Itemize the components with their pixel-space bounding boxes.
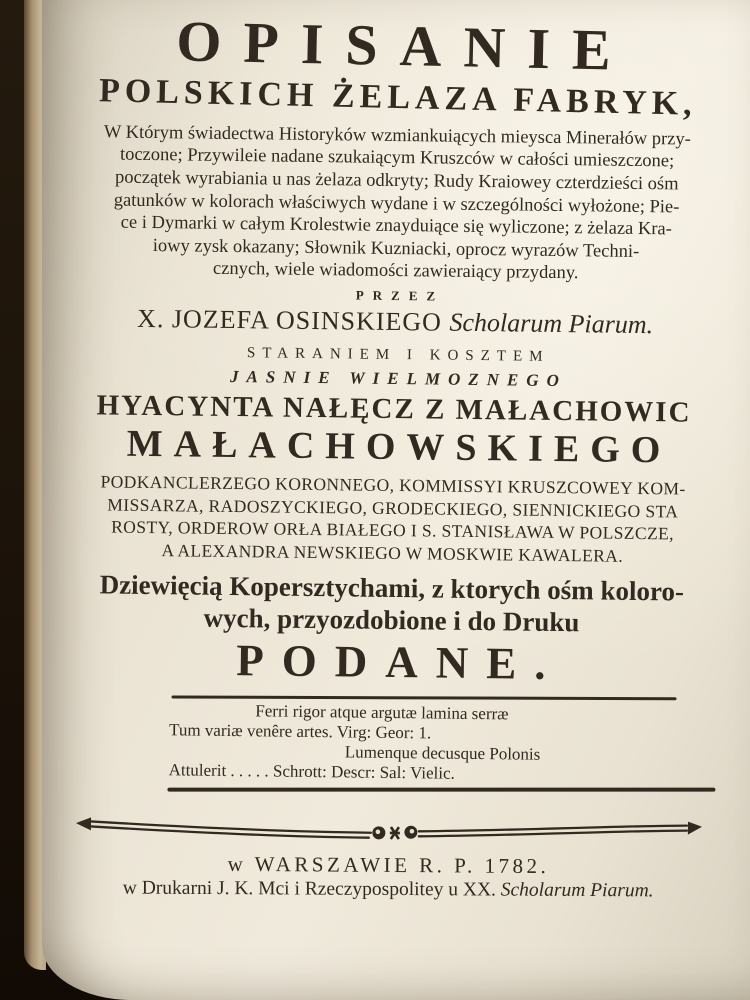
summary-line: początek wyrabiania u nas żelaza odkryty; Rudy Kraiowey czterdzieści ośm xyxy=(114,167,679,195)
epigraph xyxy=(168,701,649,787)
epigraph-line: Tum variæ venêre artes. Virg: Geor: 1. xyxy=(169,720,432,743)
title-page-content xyxy=(33,0,750,1000)
summary-line: toczone; Przywileie nadane szukaiącym Kruszców w całości umieszczone; xyxy=(119,145,675,172)
epigraph-rule-top xyxy=(172,696,677,701)
author-line xyxy=(41,303,749,342)
author-name: X. JOZEFA OSINSKIEGO xyxy=(136,303,443,337)
colophon-printer-italic: Scholarum Piarum. xyxy=(500,879,654,902)
summary-line: W Którym świadectwa Historyków wzmiankuiących mieysca Minerałów przy- xyxy=(103,122,691,150)
page-subtitle: POLSKICH ŻELAZA FABRYK, xyxy=(98,72,698,123)
przez-label: PRZEZ xyxy=(355,287,445,304)
epigraph-line: Attulerit . . . . . Schrott: Descr: Sal: Vielic. xyxy=(168,760,455,784)
summary-paragraph xyxy=(42,121,750,288)
engraving-note xyxy=(37,568,746,641)
patron-titles-line: MISSARZA, RADOSZYCKIEGO, GRODECKIEGO, SIENNICKIEGO STA xyxy=(107,494,679,521)
epigraph-rule-bottom xyxy=(167,788,715,792)
epigraph-line: Lumenque decusque Polonis xyxy=(344,742,541,765)
patron-name-line1: HYACYNTA NAŁĘCZ Z MAŁACHOWIC xyxy=(96,389,692,429)
engraving-line: wych, przyozdobione i do Druku xyxy=(203,602,580,638)
summary-line: gatunków w kolorach właściwych wydane i w szczególności wyłożone; Pie- xyxy=(113,190,680,218)
patron-titles-line: A ALEXANDRA NEWSKIEGO W MOSKWIE KAWALERA. xyxy=(161,540,624,566)
colophon-printer-line xyxy=(34,877,742,903)
summary-line: ce i Dymarki w całym Krolestwie znayduiące się wyliczone; z żelaza Kra- xyxy=(120,212,672,240)
colophon-printer-text: w Drukarni J. K. Mci i Rzeczypospolitey u XX. xyxy=(122,877,496,901)
patron-titles-line: PODKANCLERZEGO KORONNEGO, KOMMISSYI KRUSZCOWEY KOM- xyxy=(100,471,686,499)
patron-name-line2: MAŁACHOWSKIEGO xyxy=(126,422,672,472)
epigraph-line: Ferri rigor atque argutæ lamina serræ xyxy=(255,701,509,724)
honorific-line: JASNIE WIELMOZNEGO xyxy=(229,367,567,391)
author-order: Scholarum Piarum. xyxy=(449,307,654,340)
podane-word: PODANE. xyxy=(236,635,564,689)
engraving-line: Dziewięcią Kopersztychami, z ktorych ośm koloro- xyxy=(99,569,685,607)
page-title: OPISANIE xyxy=(175,8,634,83)
summary-line: iowy zysk okazany; Słownik Kuzniacki, oprocz wyrazów Techni- xyxy=(152,235,640,262)
care-label: STARANIEM I KOSZTEM xyxy=(246,345,550,365)
ornamental-divider-icon xyxy=(73,811,705,851)
summary-line: cznych, wiele wiadomości zawieraiący przydany. xyxy=(212,259,579,284)
colophon-city-line: w WARSZAWIE R. P. 1782. xyxy=(227,851,550,878)
title-page xyxy=(42,0,750,1000)
patron-titles-line: ROSTY, ORDEROW ORŁA BIAŁEGO I S. STANISŁAWA W POLSZCZE, xyxy=(111,516,675,544)
patron-titles xyxy=(38,469,747,569)
